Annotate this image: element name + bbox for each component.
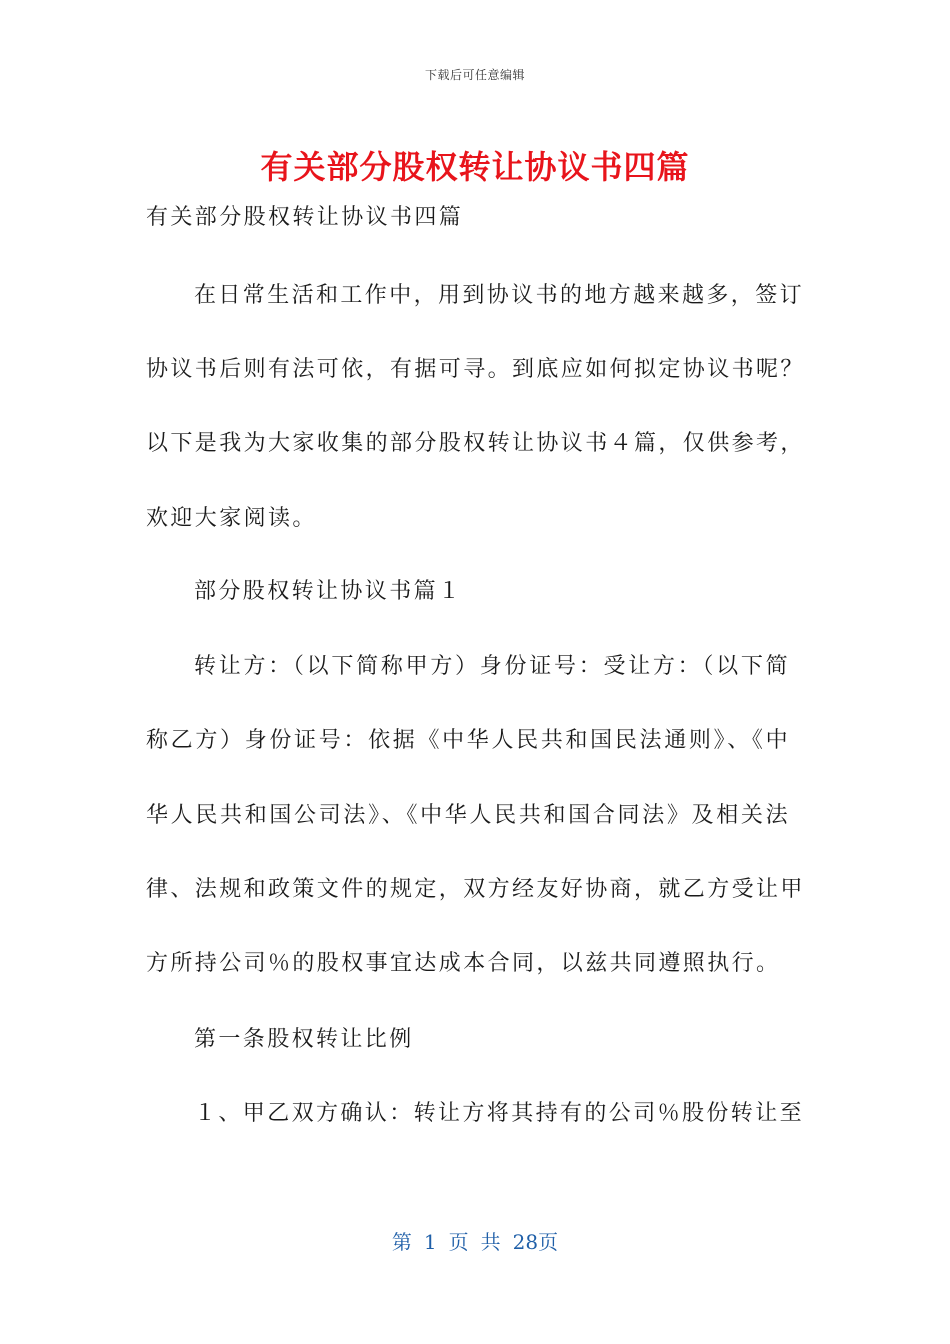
intro-line: 协议书后则有法可依，有据可寻。到底应如何拟定协议书呢？: [146, 357, 805, 382]
clause-line: １、甲乙双方确认：转让方将其持有的公司％股份转让至: [194, 1101, 805, 1126]
intro-line: 在日常生活和工作中，用到协议书的地方越来越多，签订: [194, 283, 805, 308]
section-heading: 部分股权转让协议书篇１: [194, 579, 463, 604]
footer-current-page: 1: [423, 1230, 437, 1254]
parties-line: 华人民共和国公司法》、《中华人民共和国合同法》及相关法: [146, 803, 790, 828]
footer-prefix: 第: [391, 1230, 412, 1254]
footer-page-label: 页: [448, 1230, 469, 1254]
parties-line: 转让方：（以下简称甲方）身份证号：受让方：（以下简: [194, 654, 790, 679]
article-heading: 第一条股权转让比例: [194, 1027, 414, 1052]
parties-line: 称乙方）身份证号：依据《中华人民共和国民法通则》、《中: [146, 728, 790, 753]
footer-total-prefix: 共: [480, 1230, 501, 1254]
document-subtitle: 有关部分股权转让协议书四篇: [146, 205, 464, 230]
intro-line: 欢迎大家阅读。: [146, 506, 317, 531]
document-title: 有关部分股权转让协议书四篇: [260, 148, 690, 186]
parties-line: 方所持公司％的股权事宜达成本合同，以兹共同遵照执行。: [146, 951, 781, 976]
intro-line: 以下是我为大家收集的部分股权转让协议书４篇，仅供参考，: [146, 431, 805, 456]
parties-line: 律、法规和政策文件的规定，双方经友好协商，就乙方受让甲: [146, 877, 805, 902]
page-footer: [0, 1226, 950, 1255]
page-header-note: 下载后可任意编辑: [424, 68, 525, 82]
footer-total-pages: 28页: [512, 1230, 559, 1254]
